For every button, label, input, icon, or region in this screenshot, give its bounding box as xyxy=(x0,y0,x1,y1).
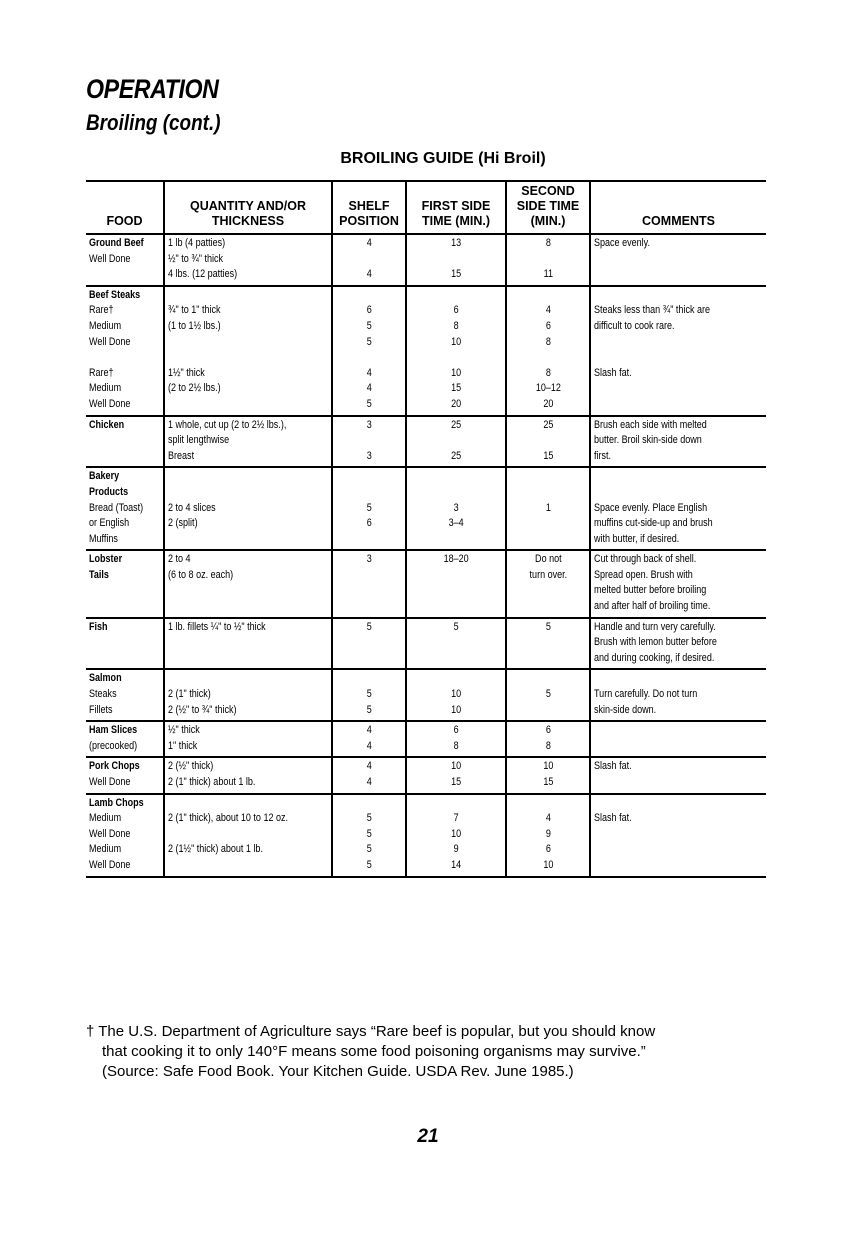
cell-line: and during cooking, if desired. xyxy=(594,651,715,664)
cell-line: Handle and turn very carefully. xyxy=(594,620,716,633)
cell-line: 25 xyxy=(450,449,462,462)
cell-line xyxy=(168,397,328,413)
cell-line: 5 xyxy=(366,843,372,856)
second-side-cell xyxy=(506,467,590,550)
cell-line: 10–12 xyxy=(535,382,561,395)
cell-line: Medium xyxy=(89,843,122,856)
cell-line xyxy=(410,796,502,812)
cell-line xyxy=(594,469,763,485)
cell-line: first. xyxy=(594,449,612,462)
shelf-cell xyxy=(332,550,406,617)
cell-line xyxy=(594,288,763,304)
cell-line: Well Done xyxy=(89,776,131,788)
shelf-cell xyxy=(332,286,406,416)
cell-line: 4 xyxy=(366,366,372,379)
cell-line xyxy=(594,671,763,687)
cell-line: Slash fat. xyxy=(594,760,632,773)
cell-line xyxy=(336,671,402,687)
cell-line: ½" thick xyxy=(168,724,200,737)
cell-line: 2 (split) xyxy=(168,517,198,530)
cell-line: Ground Beef xyxy=(89,237,144,249)
second-side-cell xyxy=(506,757,590,793)
cell-line: split lengthwise xyxy=(168,434,230,447)
header-quantity: QUANTITY AND/OR THICKNESS xyxy=(164,181,332,234)
comments-cell xyxy=(590,721,766,757)
cell-line: 15 xyxy=(450,268,462,281)
cell-line: 20 xyxy=(450,397,462,410)
cell-line: 8 xyxy=(453,319,459,332)
cell-line: 5 xyxy=(366,319,372,332)
cell-line: Steaks xyxy=(89,688,117,701)
cell-line: 2 (1½" thick) about 1 lb. xyxy=(168,843,263,856)
cell-line: 8 xyxy=(545,335,551,348)
cell-line: Cut through back of shell. xyxy=(594,553,697,566)
cell-line: 9 xyxy=(545,827,551,840)
cell-line xyxy=(336,796,402,812)
cell-line: 5 xyxy=(366,858,372,871)
cell-line: 3 xyxy=(366,418,372,431)
cell-line: 5 xyxy=(366,335,372,348)
cell-line: 2 (½" thick) xyxy=(168,760,214,773)
cell-line xyxy=(510,796,586,812)
cell-line: skin-side down. xyxy=(594,703,657,716)
footnote-line: (Source: Safe Food Book. Your Kitchen Guide. USDA Rev. June 1985.) xyxy=(102,1063,574,1080)
cell-line: 13 xyxy=(450,237,462,249)
cell-line: 5 xyxy=(366,620,372,633)
cell-line xyxy=(510,252,586,268)
food-cell xyxy=(86,669,164,721)
cell-line: 6 xyxy=(453,304,459,317)
cell-line: 15 xyxy=(542,449,554,462)
cell-line: 8 xyxy=(545,237,551,249)
cell-line xyxy=(510,469,586,485)
food-cell xyxy=(86,286,164,416)
cell-line: difficult to cook rare. xyxy=(594,319,675,332)
cell-line: Steaks less than ¾" thick are xyxy=(594,304,711,317)
cell-line: 3–4 xyxy=(448,517,464,530)
cell-line xyxy=(410,288,502,304)
cell-line xyxy=(168,485,328,501)
comments-cell xyxy=(590,467,766,550)
cell-line: Well Done xyxy=(89,397,131,410)
cell-line xyxy=(168,858,328,874)
header-shelf: SHELF POSITION xyxy=(332,181,406,234)
first-side-cell xyxy=(406,286,506,416)
cell-line: 5 xyxy=(366,688,372,701)
cell-line xyxy=(410,485,502,501)
second-side-cell xyxy=(506,721,590,757)
table-row xyxy=(86,286,766,416)
cell-line: Pork Chops xyxy=(89,760,140,773)
cell-line: 2 to 4 xyxy=(168,553,191,566)
cell-line: muffins cut-side-up and brush xyxy=(594,517,713,530)
comments-cell xyxy=(590,794,766,877)
cell-line: Ham Slices xyxy=(89,724,138,737)
cell-line: Brush each side with melted xyxy=(594,418,707,431)
cell-line: Medium xyxy=(89,319,122,332)
cell-line: 5 xyxy=(366,812,372,825)
cell-line: Medium xyxy=(89,382,122,395)
cell-line xyxy=(410,252,502,268)
cell-line: 6 xyxy=(366,517,372,530)
cell-line: 3 xyxy=(366,449,372,462)
cell-line: 4 xyxy=(366,268,372,281)
table-row xyxy=(86,416,766,468)
shelf-cell xyxy=(332,618,406,670)
table-row xyxy=(86,757,766,793)
cell-line xyxy=(168,469,328,485)
cell-line: 1 whole, cut up (2 to 2½ lbs.), xyxy=(168,418,287,431)
cell-line xyxy=(510,433,586,449)
quantity-cell xyxy=(164,757,332,793)
cell-line: Rare† xyxy=(89,366,114,379)
cell-line: 10 xyxy=(450,827,462,840)
cell-line xyxy=(89,350,160,366)
quantity-cell xyxy=(164,416,332,468)
cell-line: butter. Broil skin-side down xyxy=(594,434,702,447)
footnote-line: † The U.S. Department of Agriculture says “Rare beef is popular, but you should know xyxy=(86,1023,656,1040)
cell-line: 15 xyxy=(542,776,554,788)
cell-line: 4 xyxy=(366,760,372,773)
cell-line: Products xyxy=(89,485,129,498)
quantity-cell xyxy=(164,286,332,416)
cell-line xyxy=(510,350,586,366)
cell-line: 8 xyxy=(545,366,551,379)
quantity-cell xyxy=(164,467,332,550)
cell-line xyxy=(168,335,328,351)
cell-line: Well Done xyxy=(89,335,131,348)
first-side-cell xyxy=(406,550,506,617)
cell-line: Chicken xyxy=(89,418,125,431)
table-row xyxy=(86,234,766,286)
cell-line xyxy=(410,433,502,449)
cell-line xyxy=(168,796,328,812)
cell-line: Well Done xyxy=(89,858,131,871)
second-side-cell xyxy=(506,618,590,670)
cell-line: 5 xyxy=(366,501,372,514)
cell-line xyxy=(594,723,763,739)
cell-line: Fillets xyxy=(89,703,113,716)
header-comments: COMMENTS xyxy=(590,181,766,234)
shelf-cell xyxy=(332,721,406,757)
cell-line xyxy=(410,350,502,366)
cell-line: 8 xyxy=(453,739,459,752)
cell-line: 4 lbs. (12 patties) xyxy=(168,268,238,281)
cell-line: 2 (½" to ¾" thick) xyxy=(168,703,237,716)
cell-line: and after half of broiling time. xyxy=(594,600,711,613)
cell-line xyxy=(336,252,402,268)
cell-line: 6 xyxy=(366,304,372,317)
cell-line: (6 to 8 oz. each) xyxy=(168,568,234,581)
cell-line: with butter, if desired. xyxy=(594,532,680,545)
cell-line: 7 xyxy=(453,812,459,825)
second-side-cell xyxy=(506,286,590,416)
cell-line: Turn carefully. Do not turn xyxy=(594,688,698,701)
cell-line: 8 xyxy=(545,739,551,752)
cell-line: 5 xyxy=(545,620,551,633)
cell-line: 4 xyxy=(545,304,551,317)
cell-line xyxy=(336,433,402,449)
second-side-cell xyxy=(506,669,590,721)
cell-line: 6 xyxy=(545,724,551,737)
table-row xyxy=(86,794,766,877)
header-food: FOOD xyxy=(86,181,164,234)
cell-line: 15 xyxy=(450,382,462,395)
first-side-cell xyxy=(406,794,506,877)
cell-line: 4 xyxy=(366,776,372,788)
first-side-cell xyxy=(406,757,506,793)
cell-line: 10 xyxy=(450,366,462,379)
cell-line: Rare† xyxy=(89,304,114,317)
food-cell xyxy=(86,467,164,550)
shelf-cell xyxy=(332,234,406,286)
page-number: 21 xyxy=(417,1126,439,1147)
first-side-cell xyxy=(406,721,506,757)
cell-line: ½" to ¾" thick xyxy=(168,252,224,265)
cell-line: 4 xyxy=(366,724,372,737)
cell-line: Well Done xyxy=(89,252,131,265)
cell-line: Lamb Chops xyxy=(89,796,144,809)
cell-line xyxy=(168,288,328,304)
cell-line: Bakery xyxy=(89,470,120,483)
cell-line: 15 xyxy=(450,776,462,788)
cell-line: 5 xyxy=(453,620,459,633)
first-side-cell xyxy=(406,416,506,468)
cell-line: Breast xyxy=(168,449,195,462)
food-cell xyxy=(86,721,164,757)
cell-line xyxy=(336,485,402,501)
cell-line: 1" thick xyxy=(168,739,198,752)
quantity-cell xyxy=(164,669,332,721)
shelf-cell xyxy=(332,757,406,793)
quantity-cell xyxy=(164,618,332,670)
cell-line xyxy=(336,469,402,485)
cell-line: Space evenly. Place English xyxy=(594,501,708,514)
cell-line xyxy=(510,288,586,304)
comments-cell xyxy=(590,757,766,793)
section-subheading: Broiling (cont.) xyxy=(86,110,221,135)
cell-line: Lobster xyxy=(89,553,123,566)
cell-line: Bread (Toast) xyxy=(89,501,144,514)
table-row xyxy=(86,721,766,757)
first-side-cell xyxy=(406,467,506,550)
cell-line: (1 to 1½ lbs.) xyxy=(168,319,221,332)
comments-cell xyxy=(590,416,766,468)
cell-line xyxy=(168,827,328,843)
food-cell xyxy=(86,794,164,877)
cell-line: (precooked) xyxy=(89,739,138,752)
cell-line: Do not xyxy=(534,553,562,566)
shelf-cell xyxy=(332,794,406,877)
footnote-line: that cooking it to only 140°F means some food poisoning organisms may survive.” xyxy=(102,1043,646,1060)
first-side-cell xyxy=(406,618,506,670)
cell-line: 2 to 4 slices xyxy=(168,501,216,514)
cell-line: 5 xyxy=(366,397,372,410)
table-row xyxy=(86,550,766,617)
cell-line: 4 xyxy=(366,237,372,249)
cell-line: Fish xyxy=(89,620,108,633)
quantity-cell xyxy=(164,234,332,286)
cell-line: 14 xyxy=(450,858,462,871)
cell-line: Muffins xyxy=(89,532,118,545)
cell-line xyxy=(336,288,402,304)
cell-line: 3 xyxy=(366,553,372,566)
cell-line xyxy=(594,796,763,812)
table-title: BROILING GUIDE (Hi Broil) xyxy=(340,150,546,167)
cell-line: turn over. xyxy=(529,568,567,581)
food-cell xyxy=(86,757,164,793)
cell-line: 1 lb. fillets ¼" to ½" thick xyxy=(168,620,266,633)
cell-line: 9 xyxy=(453,843,459,856)
cell-line: Well Done xyxy=(89,827,131,840)
comments-cell xyxy=(590,234,766,286)
header-second-side: SECOND SIDE TIME (MIN.) xyxy=(506,181,590,234)
cell-line: 2 (1" thick) xyxy=(168,688,211,701)
comments-cell xyxy=(590,669,766,721)
shelf-cell xyxy=(332,467,406,550)
cell-line xyxy=(510,485,586,501)
cell-line: 6 xyxy=(545,319,551,332)
cell-line: Tails xyxy=(89,568,109,581)
cell-line: 5 xyxy=(545,688,551,701)
cell-line xyxy=(336,350,402,366)
cell-line: 25 xyxy=(542,418,554,431)
cell-line: Slash fat. xyxy=(594,366,632,379)
cell-line: 1 xyxy=(545,501,551,514)
table-row xyxy=(86,669,766,721)
quantity-cell xyxy=(164,550,332,617)
cell-line: or English xyxy=(89,517,130,530)
cell-line xyxy=(510,671,586,687)
cell-line: 20 xyxy=(542,397,554,410)
cell-line: 10 xyxy=(450,703,462,716)
cell-line: 11 xyxy=(543,268,553,281)
cell-line: 6 xyxy=(545,843,551,856)
cell-line: ¾" to 1" thick xyxy=(168,304,221,317)
quantity-cell xyxy=(164,794,332,877)
cell-line: Space evenly. xyxy=(594,237,651,249)
table-row xyxy=(86,467,766,550)
cell-line: Spread open. Brush with xyxy=(594,568,693,581)
cell-line: 2 (1" thick), about 10 to 12 oz. xyxy=(168,812,289,825)
food-cell xyxy=(86,550,164,617)
cell-line: Medium xyxy=(89,812,122,825)
cell-line: Beef Steaks xyxy=(89,288,141,301)
food-cell xyxy=(86,618,164,670)
cell-line: 1½" thick xyxy=(168,366,205,379)
cell-line: 4 xyxy=(545,812,551,825)
cell-line: 4 xyxy=(366,739,372,752)
quantity-cell xyxy=(164,721,332,757)
cell-line: 10 xyxy=(450,335,462,348)
second-side-cell xyxy=(506,550,590,617)
cell-line: Salmon xyxy=(89,672,122,685)
cell-line xyxy=(168,671,328,687)
cell-line: 10 xyxy=(450,688,462,701)
section-heading: OPERATION xyxy=(86,74,219,104)
comments-cell xyxy=(590,618,766,670)
second-side-cell xyxy=(506,234,590,286)
header-first-side: FIRST SIDE TIME (MIN.) xyxy=(406,181,506,234)
cell-line: 10 xyxy=(542,760,554,773)
first-side-cell xyxy=(406,234,506,286)
cell-line xyxy=(594,485,763,501)
cell-line: 25 xyxy=(450,418,462,431)
cell-line: 1 lb (4 patties) xyxy=(168,237,226,249)
cell-line: 2 (1" thick) about 1 lb. xyxy=(168,776,256,788)
cell-line: melted butter before broiling xyxy=(594,584,707,597)
food-cell xyxy=(86,416,164,468)
cell-line: 5 xyxy=(366,827,372,840)
cell-line: (2 to 2½ lbs.) xyxy=(168,382,221,395)
first-side-cell xyxy=(406,669,506,721)
second-side-cell xyxy=(506,416,590,468)
shelf-cell xyxy=(332,416,406,468)
food-cell xyxy=(86,234,164,286)
footnote xyxy=(86,1022,786,1082)
cell-line: 18–20 xyxy=(443,553,469,566)
cell-line: 10 xyxy=(542,858,554,871)
cell-line: 3 xyxy=(453,501,459,514)
cell-line: Brush with lemon butter before xyxy=(594,636,717,649)
cell-line xyxy=(594,350,763,366)
cell-line xyxy=(594,335,763,351)
cell-line: 5 xyxy=(366,703,372,716)
cell-line: 4 xyxy=(366,382,372,395)
comments-cell xyxy=(590,286,766,416)
cell-line: Slash fat. xyxy=(594,812,632,825)
second-side-cell xyxy=(506,794,590,877)
shelf-cell xyxy=(332,669,406,721)
table-row xyxy=(86,618,766,670)
cell-line: 6 xyxy=(453,724,459,737)
cell-line xyxy=(410,671,502,687)
table-header-row xyxy=(86,181,766,234)
cell-line xyxy=(168,350,328,366)
comments-cell xyxy=(590,550,766,617)
cell-line: 10 xyxy=(450,760,462,773)
cell-line xyxy=(410,469,502,485)
broiling-guide-table xyxy=(86,180,766,878)
